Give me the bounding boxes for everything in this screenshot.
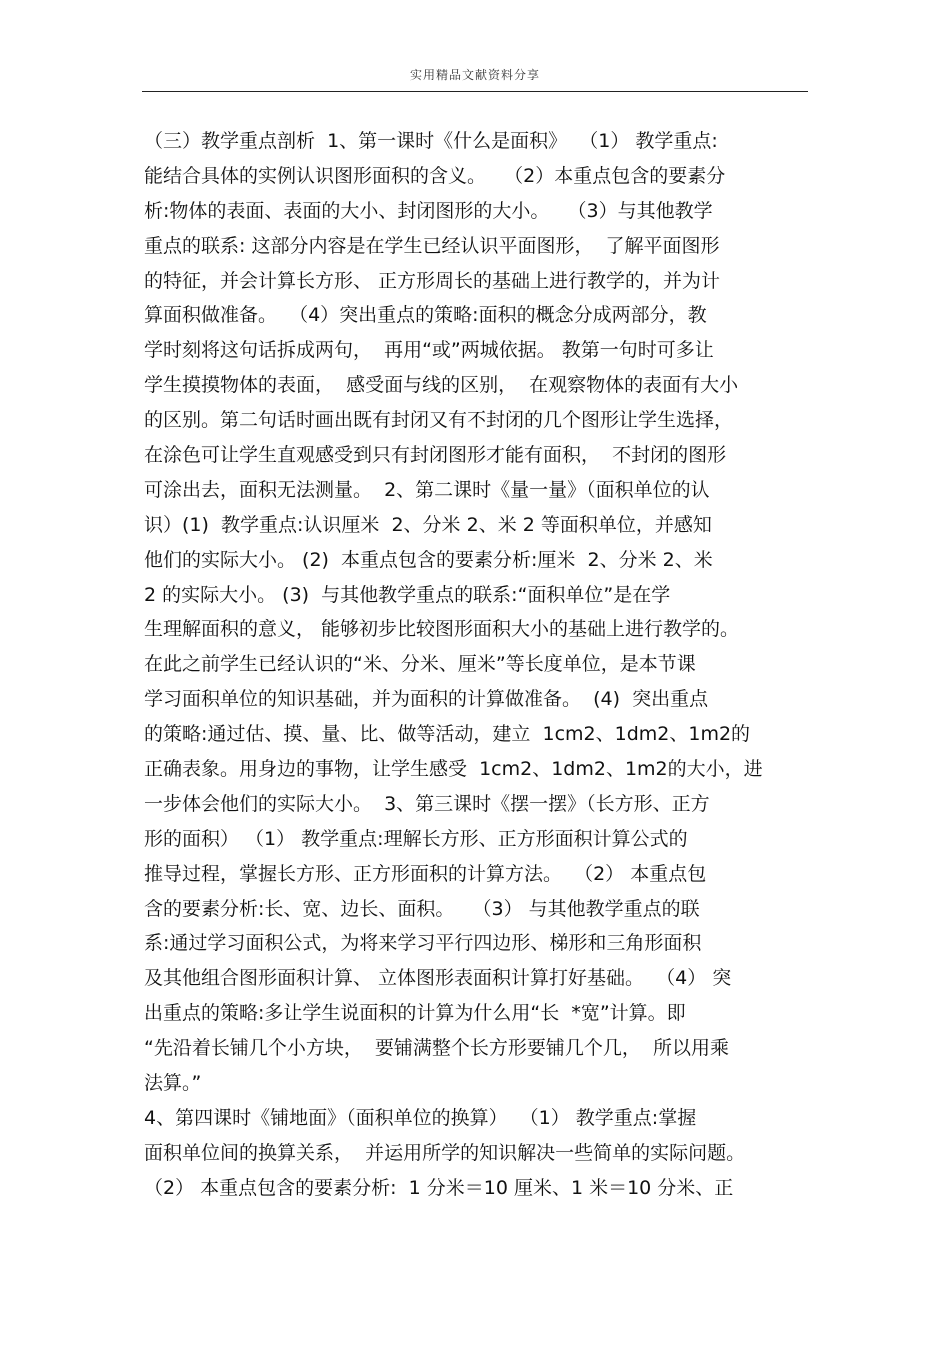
text-line: 识）(1) 教学重点:认识厘米 2、分米 2、米 2 等面积单位，并感知 [144,513,712,536]
text-line: 4、第四课时《铺地面》（面积单位的换算） （1） 教学重点:掌握 [144,1106,697,1129]
text-line: （2） 本重点包含的要素分析: 1 分米＝10 厘米、1 米＝10 分米、正 [144,1176,734,1199]
text-line: 重点的联系: 这部分内容是在学生已经认识平面图形， 了解平面图形 [144,234,720,257]
text-line: 他们的实际大小。 (2) 本重点包含的要素分析:厘米 2、分米 2、米 [144,548,713,571]
text-line: 形的面积） （1） 教学重点:理解长方形、正方形面积计算公式的 [144,827,688,850]
text-line: 学生摸摸物体的表面， 感受面与线的区别， 在观察物体的表面有大小 [144,374,739,397]
page-header: 实用精品文献资料分享 [409,68,540,82]
text-line: 在此之前学生已经认识的“米、分米、厘米”等长度单位，是本节课 [144,653,696,676]
text-line: 在涂色可让学生直观感受到只有封闭图形才能有面积， 不封闭的图形 [144,444,727,467]
text-line: 析:物体的表面、表面的大小、封闭图形的大小。 （3）与其他教学 [144,199,713,222]
text-line: 可涂出去，面积无法测量。 2、第二课时《量一量》（面积单位的认 [144,478,710,501]
text-line: 能结合具体的实例认识图形面积的含义。 （2）本重点包含的要素分 [144,164,726,187]
text-line: 推导过程，掌握长方形、正方形面积的计算方法。 （2） 本重点包 [144,862,707,885]
text-line: 法算。” [144,1072,202,1095]
text-line: 的策略:通过估、摸、量、比、做等活动，建立 1cm2、1dm2、1m2的 [144,723,751,746]
text-line: 生理解面积的意义， 能够初步比较图形面积大小的基础上进行教学的。 [144,618,740,641]
header-divider [142,91,808,92]
text-line: 算面积做准备。 （4）突出重点的策略:面积的概念分成两部分，教 [144,304,707,327]
text-line: 正确表象。用身边的事物，让学生感受 1cm2、1dm2、1m2的大小，进 [144,758,763,781]
text-line: 及其他组合图形面积计算、 立体图形表面积计算打好基础。 （4） 突 [144,967,732,990]
text-line: 面积单位间的换算关系， 并运用所学的知识解决一些简单的实际问题。 [144,1141,746,1164]
text-line: （三）教学重点剖析 1、第一课时《什么是面积》 （1） 教学重点: [144,130,718,152]
text-line: 的特征，并会计算长方形、 正方形周长的基础上进行教学的，并为计 [144,269,721,292]
text-line: 学时刻将这句话拆成两句， 再用“或”两城依据。 教第一句时可多让 [144,339,714,362]
text-line: 一步体会他们的实际大小。 3、第三课时《摆一摆》（长方形、正方 [144,792,710,815]
body-text [144,124,806,1206]
text-line: 的区别。第二句话时画出既有封闭又有不封闭的几个图形让学生选择， [144,409,734,432]
text-line: 含的要素分析:长、宽、边长、面积。 （3） 与其他教学重点的联 [144,897,700,920]
text-line: 2 的实际大小。 (3) 与其他教学重点的联系:“面积单位”是在学 [144,583,671,606]
text-line: 出重点的策略:多让学生说面积的计算为什么用“长 *宽”计算。即 [144,1002,686,1025]
text-line: “先沿着长铺几个小方块， 要铺满整个长方形要铺几个几， 所以用乘 [144,1037,730,1060]
text-line: 系:通过学习面积公式，为将来学习平行四边形、梯形和三角形面积 [144,932,702,955]
text-line: 学习面积单位的知识基础，并为面积的计算做准备。 (4) 突出重点 [144,688,709,711]
